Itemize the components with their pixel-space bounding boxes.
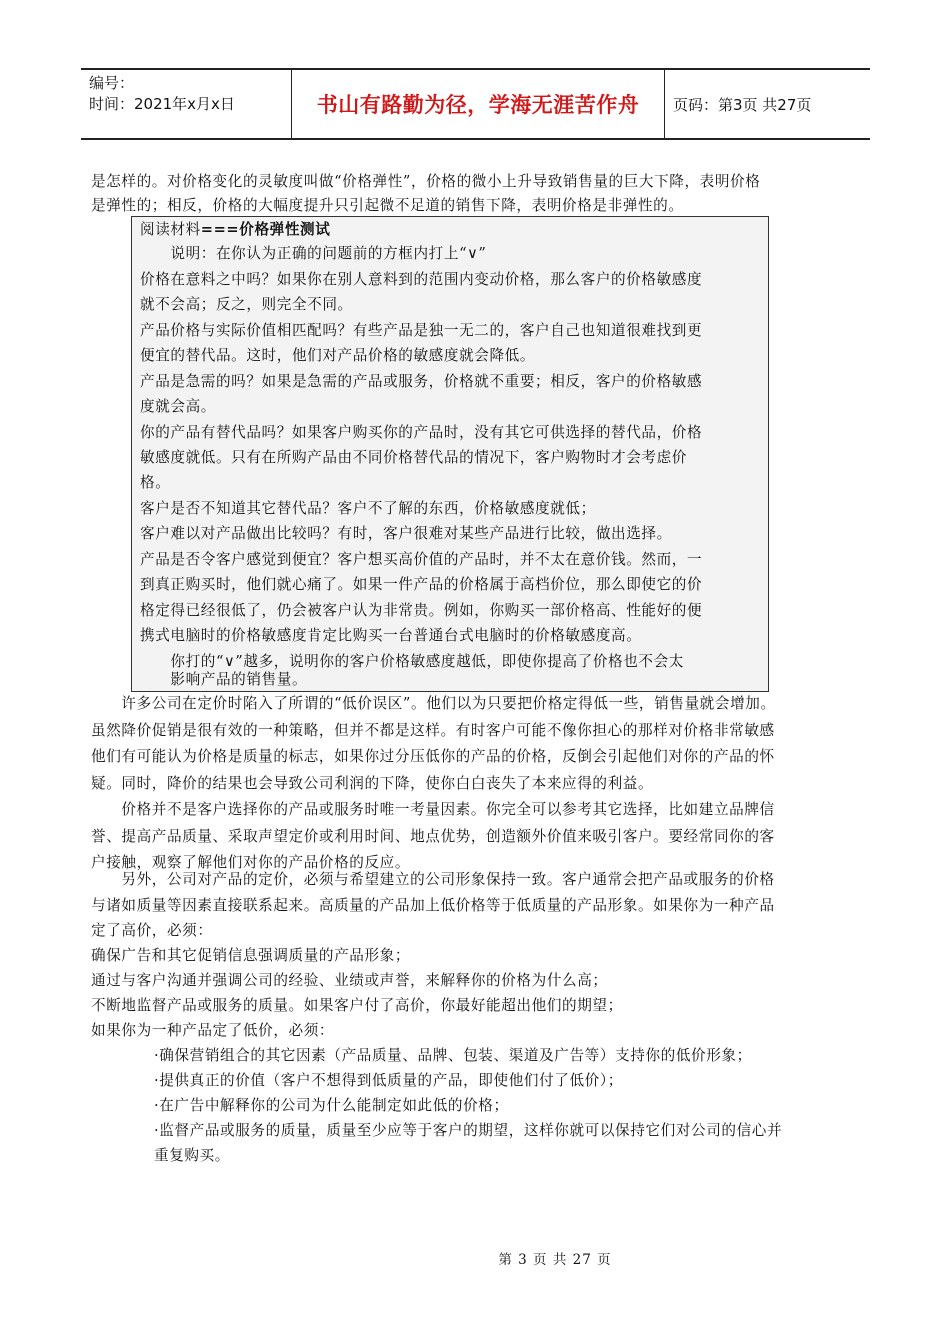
reading-line: 客户是否不知道其它替代品？客户不了解的东西，价格敏感度就低； xyxy=(140,500,596,517)
body-line: 不断地监督产品或服务的质量。如果客户付了高价，你最好能超出他们的期望； xyxy=(91,997,623,1014)
reading-line: 客户难以对产品做出比较吗？有时，客户很难对某些产品进行比较，做出选择。 xyxy=(140,525,672,542)
reading-line: 到真正购买时，他们就心痛了。如果一件产品的价格属于高档价位，那么即使它的价 xyxy=(140,576,703,593)
reading-material-box xyxy=(131,216,769,692)
reading-line: 你打的“∨”越多，说明你的客户价格敏感度越低，即使你提高了价格也不会太 xyxy=(140,653,684,670)
reading-line: 价格在意料之中吗？如果你在别人意料到的范围内变动价格，那么客户的价格敏感度 xyxy=(140,271,703,288)
header-meta xyxy=(81,70,291,138)
bullet-item: ·确保营销组合的其它因素（产品质量、品牌、包装、渠道及广告等）支持你的低价形象； xyxy=(154,1047,752,1064)
body-line: 另外，公司对产品的定价，必须与希望建立的公司形象保持一致。客户通常会把产品或服务的价格 xyxy=(91,871,775,888)
body-line: 户接触，观察了解他们对你的产品价格的反应。 xyxy=(91,854,411,871)
reading-line: 就不会高；反之，则完全不同。 xyxy=(140,296,353,313)
reading-title-prefix: 阅读材料 xyxy=(140,221,201,238)
doc-number-label: 编号： xyxy=(89,74,135,92)
body-line: 通过与客户沟通并强调公司的经验、业绩或声誉，来解释你的价格为什么高； xyxy=(91,972,608,989)
page-header xyxy=(81,68,870,140)
intro-line: 是弹性的；相反，价格的大幅度提升只引起微不足道的销售下降，表明价格是非弹性的。 xyxy=(91,197,684,214)
page-footer: 第 3 页 共 27 页 xyxy=(498,1252,612,1268)
reading-line: 格。 xyxy=(140,474,171,491)
reading-line: 说明：在你认为正确的问题前的方框内打上“∨” xyxy=(140,245,487,262)
body-line: 如果你为一种产品定了低价，必须： xyxy=(91,1022,335,1039)
header-page-number: 页码：第3页 共27页 xyxy=(673,95,812,114)
bullet-item: ·监督产品或服务的质量，质量至少应等于客户的期望，这样你就可以保持它们对公司的信心并 xyxy=(154,1122,783,1139)
reading-line: 产品是急需的吗？如果是急需的产品或服务，价格就不重要；相反，客户的价格敏感 xyxy=(140,373,703,390)
reading-line: 格定得已经很低了，仍会被客户认为非常贵。例如，你购买一部价格高、性能好的便 xyxy=(140,602,703,619)
reading-line: 产品价格与实际价值相匹配吗？有些产品是独一无二的，客户自己也知道很难找到更 xyxy=(140,322,703,339)
intro-line: 是怎样的。对价格变化的灵敏度叫做“价格弹性”，价格的微小上升导致销售量的巨大下降，表明价格 xyxy=(91,173,761,190)
reading-line: 度就会高。 xyxy=(140,398,216,415)
reading-line: 便宜的替代品。这时，他们对产品价格的敏感度就会降低。 xyxy=(140,347,536,364)
body-line: 他们有可能认为价格是质量的标志，如果你过分压低你的产品的价格，反倒会引起他们对你的产品的怀 xyxy=(91,748,775,765)
reading-line: 影响产品的销售量。 xyxy=(140,671,308,688)
reading-line: 产品是否令客户感觉到便宜？客户想买高价值的产品时，并不太在意价钱。然而，一 xyxy=(140,551,703,568)
reading-box-title xyxy=(140,218,330,243)
body-line: 誉、提高产品质量、采取声望定价或利用时间、地点优势，创造额外价值来吸引客户。要经常同你的客 xyxy=(91,828,775,845)
body-line: 许多公司在定价时陷入了所谓的“低价误区”。他们以为只要把价格定得低一些，销售量就会增加。 xyxy=(91,695,776,712)
doc-time-label: 时间：2021年x月x日 xyxy=(89,95,235,113)
bullet-item: ·在广告中解释你的公司为什么能制定如此低的价格； xyxy=(154,1097,509,1114)
reading-line: 你的产品有替代品吗？如果客户购买你的产品时，没有其它可供选择的替代品，价格 xyxy=(140,424,703,441)
body-line: 与诸如质量等因素直接联系起来。高质量的产品加上低价格等于低质量的产品形象。如果你为一种产品 xyxy=(91,897,775,914)
reading-line: 敏感度就低。只有在所购产品由不同价格替代品的情况下，客户购物时才会考虑价 xyxy=(140,449,687,466)
reading-line: 携式电脑时的价格敏感度肯定比购买一台普通台式电脑时的价格敏感度高。 xyxy=(140,627,642,644)
body-line: 定了高价，必须： xyxy=(91,922,213,939)
body-line: 确保广告和其它促销信息强调质量的产品形象； xyxy=(91,947,411,964)
body-line: 疑。同时，降价的结果也会导致公司利润的下降，使你白白丧失了本来应得的利益。 xyxy=(91,775,654,792)
body-line: 价格并不是客户选择你的产品或服务时唯一考量因素。你完全可以参考其它选择，比如建立品牌信 xyxy=(91,801,775,818)
bullet-item-continued: 重复购买。 xyxy=(154,1147,230,1164)
body-line: 虽然降价促销是很有效的一种策略，但并不都是这样。有时客户可能不像你担心的那样对价格非常敏感 xyxy=(91,722,775,739)
header-motto: 书山有路勤为径，学海无涯苦作舟 xyxy=(291,70,665,138)
reading-title-bold: ===价格弹性测试 xyxy=(200,221,331,238)
bullet-item: ·提供真正的价值（客户不想得到低质量的产品，即使他们付了低价）； xyxy=(154,1072,623,1089)
